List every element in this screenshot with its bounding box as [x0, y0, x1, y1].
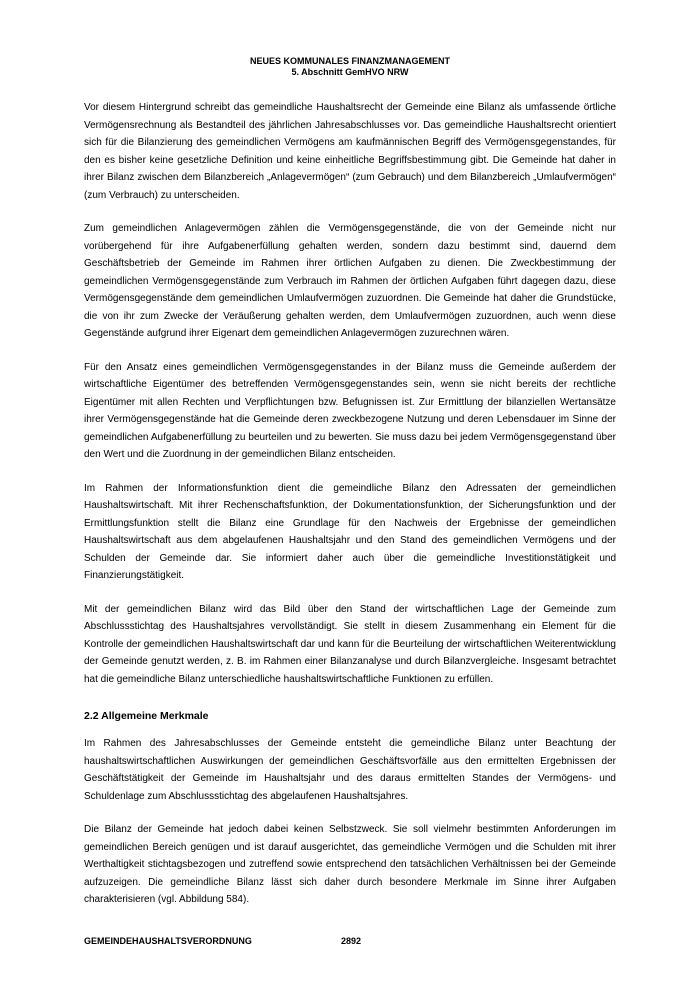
- page-header: [0, 56, 700, 78]
- paragraph: Für den Ansatz eines gemeindlichen Vermögensgegenstandes in der Bilanz muss die Gemeinde außerdem der wirtschaftliche Eigentümer des betreffenden Vermögensgegenstandes sein, wenn sie nicht bereits der rechtliche Eigentümer mit allen Rechten und Verpflichtungen bzw. Befugnissen ist. Zur Ermittlung der bilanziellen Wertansätze ihrer Vermögensgegenstände hat die Gemeinde deren zweckbezogene Nutzung und deren Lebensdauer im Sinne der gemeindlichen Aufgabenerfüllung zu beurteilen und zu bewerten. Sie muss dazu bei jedem Vermögensgegenstand über den Wert und die Zuordnung in der gemeindlichen Bilanz entscheiden.: [84, 361, 616, 460]
- page-number: 2892: [341, 936, 362, 946]
- paragraph: Die Bilanz der Gemeinde hat jedoch dabei keinen Selbstzweck. Sie soll vielmehr bestimmten Anforderungen im gemeindlichen Bereich genügen und ist darauf ausgerichtet, das gemeindliche Vermögen und die Schulden mit ihrer Werthaltigkeit stichtagsbezogen und zutreffend sowie entsprechend den tatsächlichen Verhältnissen bei der Gemeinde aufzuzeigen. Die gemeindliche Bilanz lässt sich daher durch besondere Merkmale im Sinne ihrer Aufgaben charakterisieren (vgl. Abbildung 584).: [84, 824, 616, 905]
- header-title: NEUES KOMMUNALES FINANZMANAGEMENT: [250, 56, 450, 66]
- paragraph: Im Rahmen der Informationsfunktion dient die gemeindliche Bilanz den Adressaten der gemeindlichen Haushaltswirtschaft. Mit ihrer Rechenschaftsfunktion, der Dokumentationsfunktion, der Sicherungsfunktion und der Ermittlungsfunktion stellt die Bilanz eine Grundlage für den Nachweis der Ergebnisse der gemeindlichen Haushaltswirtschaft aus dem abgelaufenen Haushaltsjahr und den Stand des gemeindlichen Vermögens und der Schulden der Gemeinde dar. Sie informiert daher auch über die gemeindliche Investitionstätigkeit und Finanzierungstätigkeit.: [84, 482, 616, 581]
- footer-title: GEMEINDEHAUSHALTSVERORDNUNG: [84, 936, 252, 946]
- section-heading: 2.2 Allgemeine Merkmale: [84, 710, 209, 722]
- paragraph: Im Rahmen des Jahresabschlusses der Gemeinde entsteht die gemeindliche Bilanz unter Beachtung der haushaltswirtschaftlichen Auswirkungen der gemeindlichen Geschäftsvorfälle aus den ermittelten Ergebnissen der Geschäftstätigkeit der Gemeinde im Haushaltsjahr und des daraus ermittelten Standes der Vermögens- und Schuldenlage zum Abschlussstichtag des abgelaufenen Haushaltsjahres.: [84, 738, 616, 802]
- paragraph: Vor diesem Hintergrund schreibt das gemeindliche Haushaltsrecht der Gemeinde eine Bilanz als umfassende örtliche Vermögensrechnung als Bestandteil des jährlichen Jahresabschlusses vor. Das gemeindliche Haushaltsrecht orientiert sich für die Bilanzierung des gemeindlichen Vermögens am kaufmännischen Begriff des Vermögensgegenstandes, für den es bisher keine gesetzliche Definition und keine einheitliche Begriffsbestimmung gibt. Die Gemeinde hat daher in ihrer Bilanz zwischen dem Bilanzbereich „Anlagevermögen“ (zum Gebrauch) und dem Bilanzbereich „Umlaufvermögen“ (zum Verbrauch) zu unterscheiden.: [84, 102, 616, 201]
- header-subtitle: 5. Abschnitt GemHVO NRW: [291, 67, 409, 77]
- document-body: [84, 99, 616, 925]
- paragraph: Zum gemeindlichen Anlagevermögen zählen die Vermögensgegenstände, die von der Gemeinde nicht nur vorübergehend für ihre Aufgabenerfüllung gehalten werden, sondern dazu bestimmt sind, dauernd dem Geschäftsbetrieb der Gemeinde im Rahmen ihrer örtlichen Aufgaben zu dienen. Die Zweckbestimmung der gemeindlichen Vermögensgegenstände zum Verbrauch im Rahmen der örtlichen Aufgaben führt dagegen dazu, diese Vermögensgegenstände dem gemeindlichen Umlaufvermögen zuzuordnen. Die Gemeinde hat daher die Grundstücke, die von ihr zum Zwecke der Veräußerung gehalten werden, dem Umlaufvermögen zuzuordnen, auch wenn diese Gegenstände aufgrund ihrer Eigenart dem gemeindlichen Anlagevermögen zuzurechnen wären.: [84, 223, 616, 339]
- paragraph: Mit der gemeindlichen Bilanz wird das Bild über den Stand der wirtschaftlichen Lage der Gemeinde zum Abschlussstichtag des Haushaltsjahres vervollständigt. Sie stellt in diesem Zusammenhang ein Element für die Kontrolle der gemeindlichen Haushaltswirtschaft dar und kann für die Beurteilung der wirtschaftlichen Weiterentwicklung der Gemeinde genutzt werden, z. B. im Rahmen einer Bilanzanalyse und durch Bilanzvergleiche. Insgesamt betrachtet hat die gemeindliche Bilanz unterschiedliche haushaltswirtschaftliche Funktionen zu erfüllen.: [84, 603, 616, 685]
